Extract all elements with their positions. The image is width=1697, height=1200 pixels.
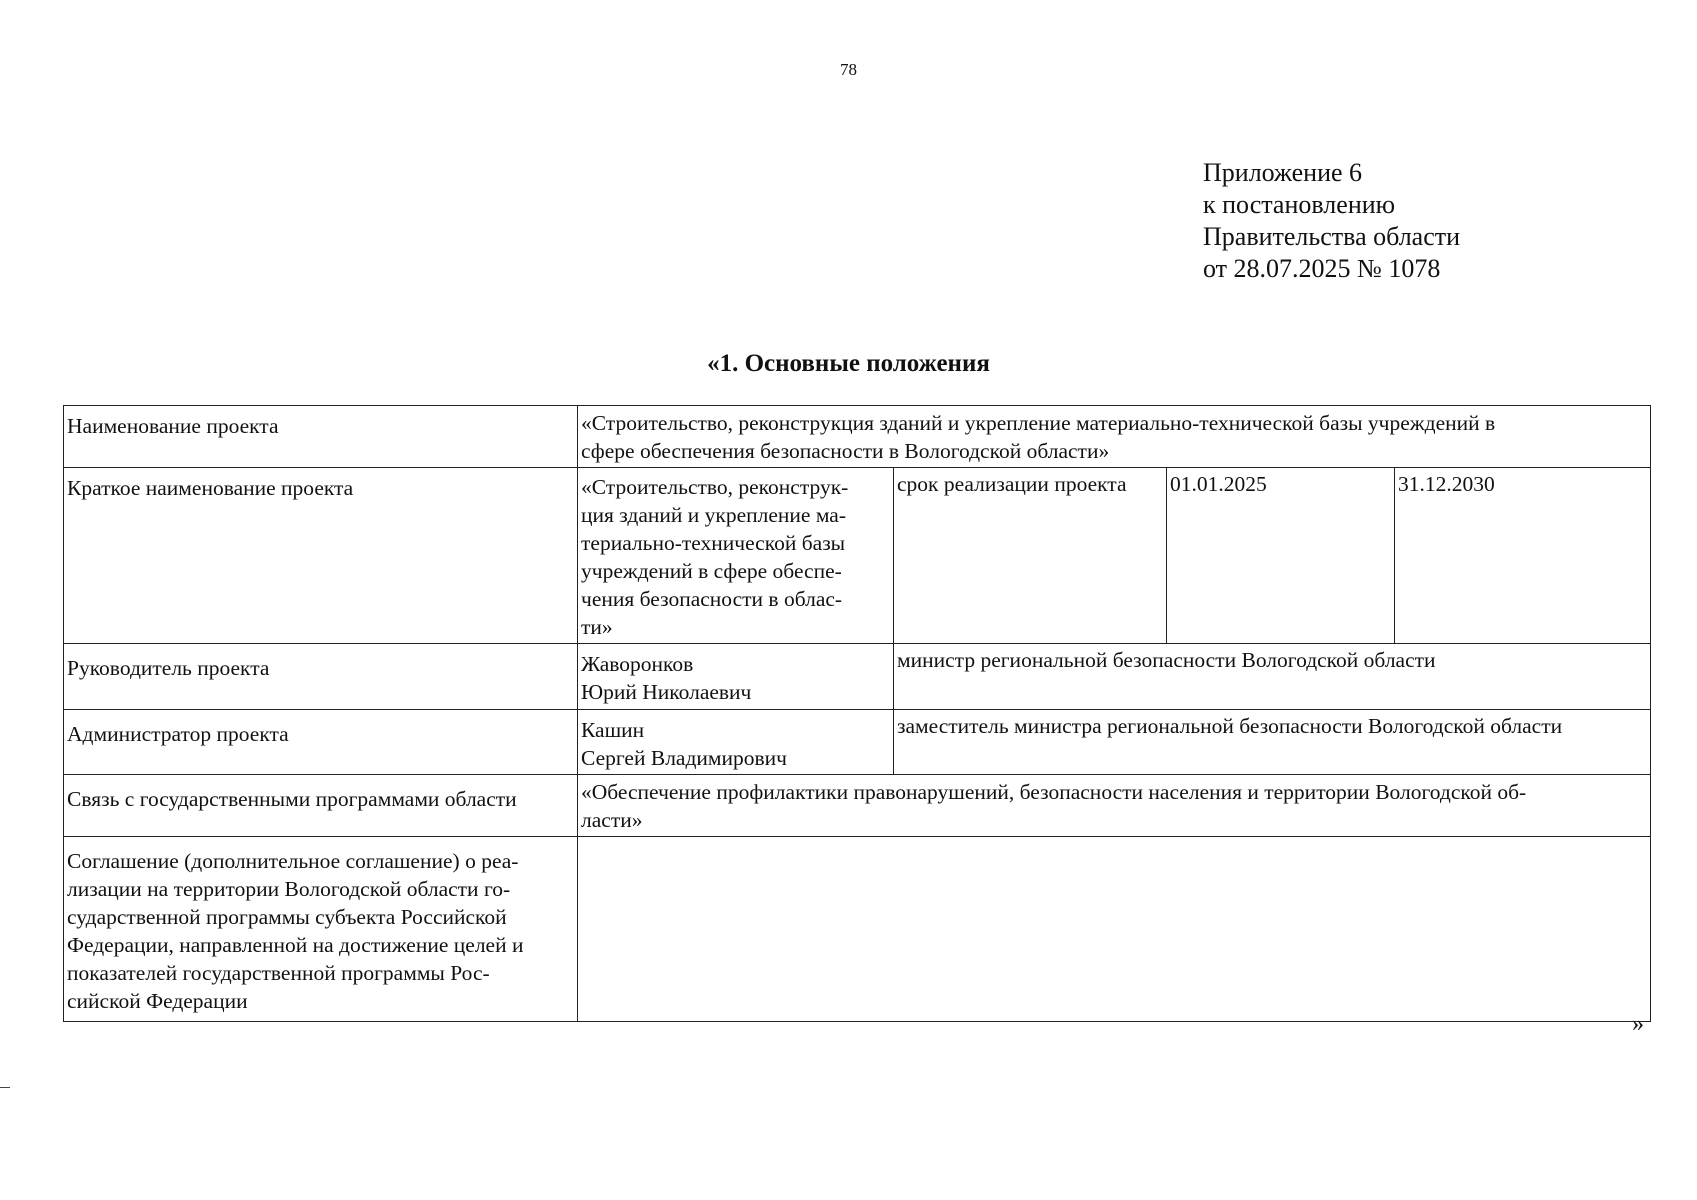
- appendix-line: Правительства области: [1203, 222, 1461, 251]
- table-row: [64, 710, 1651, 775]
- table-row: [64, 644, 1651, 710]
- start-date: 01.01.2025: [1167, 468, 1395, 644]
- project-name-line: «Строительство, реконструкция зданий и укрепление материально-технической базы учреждений в: [581, 411, 1496, 435]
- programs-link-label: Связь с государственными программами области: [64, 775, 578, 837]
- section-title: «1. Основные положения: [707, 350, 990, 377]
- table-row: [64, 837, 1651, 1022]
- closing-quote: »: [1632, 1011, 1644, 1037]
- agreement-label-line: сударственной программы субъекта Российской: [67, 905, 507, 929]
- margin-mark: [0, 1087, 10, 1088]
- term-label: срок реализации проекта: [894, 468, 1167, 644]
- project-info-table: [63, 405, 1651, 1022]
- table-row: [64, 406, 1651, 468]
- project-name-label: Наименование проекта: [64, 406, 578, 468]
- project-name-line: сфере обеспечения безопасности в Вологодской области»: [581, 439, 1110, 463]
- programs-link-value: [578, 775, 1651, 837]
- end-date: 31.12.2030: [1395, 468, 1651, 644]
- administrator-name-line: Сергей Владимирович: [581, 746, 787, 770]
- short-name-line: чения безопасности в облас-: [581, 587, 843, 611]
- agreement-label-line: Федерации, направленной на достижение целей и: [67, 933, 524, 957]
- leader-name: [578, 644, 894, 710]
- table-row: [64, 468, 1651, 644]
- project-name-value: [578, 406, 1651, 468]
- short-name-line: «Строительство, реконструк-: [581, 475, 849, 499]
- administrator-name-line: Кашин: [581, 718, 645, 742]
- appendix-line: от 28.07.2025 № 1078: [1203, 254, 1441, 283]
- agreement-value: [578, 837, 1651, 1022]
- appendix-line: Приложение 6: [1203, 158, 1363, 187]
- administrator-name: [578, 710, 894, 775]
- leader-position: министр региональной безопасности Вологодской области: [894, 644, 1651, 710]
- leader-name-line: Юрий Николаевич: [581, 680, 752, 704]
- short-name-line: териально-технической базы: [581, 531, 846, 555]
- agreement-label-line: сийской Федерации: [67, 989, 248, 1013]
- short-name-value: [578, 468, 894, 644]
- short-name-line: учреждений в сфере обеспе-: [581, 559, 842, 583]
- agreement-label-line: показателей государственной программы Рос-: [67, 961, 490, 985]
- page-number: 78: [840, 60, 857, 79]
- agreement-label-line: Соглашение (дополнительное соглашение) о реа-: [67, 849, 519, 873]
- administrator-position: заместитель министра региональной безопасности Вологодской области: [894, 710, 1651, 775]
- programs-link-line: «Обеспечение профилактики правонарушений, безопасности населения и территории Вологодской об-: [581, 780, 1527, 804]
- short-name-line: ти»: [581, 615, 613, 639]
- appendix-line: к постановлению: [1203, 190, 1396, 219]
- leader-label: Руководитель проекта: [64, 644, 578, 710]
- agreement-label-line: лизации на территории Вологодской области го-: [67, 877, 511, 901]
- programs-link-line: ласти»: [581, 808, 643, 832]
- administrator-label: Администратор проекта: [64, 710, 578, 775]
- short-name-label: Краткое наименование проекта: [64, 468, 578, 644]
- leader-name-line: Жаворонков: [581, 652, 694, 676]
- appendix-block: [1203, 157, 1460, 285]
- agreement-label: [64, 837, 578, 1022]
- table-row: [64, 775, 1651, 837]
- short-name-line: ция зданий и укрепление ма-: [581, 503, 846, 527]
